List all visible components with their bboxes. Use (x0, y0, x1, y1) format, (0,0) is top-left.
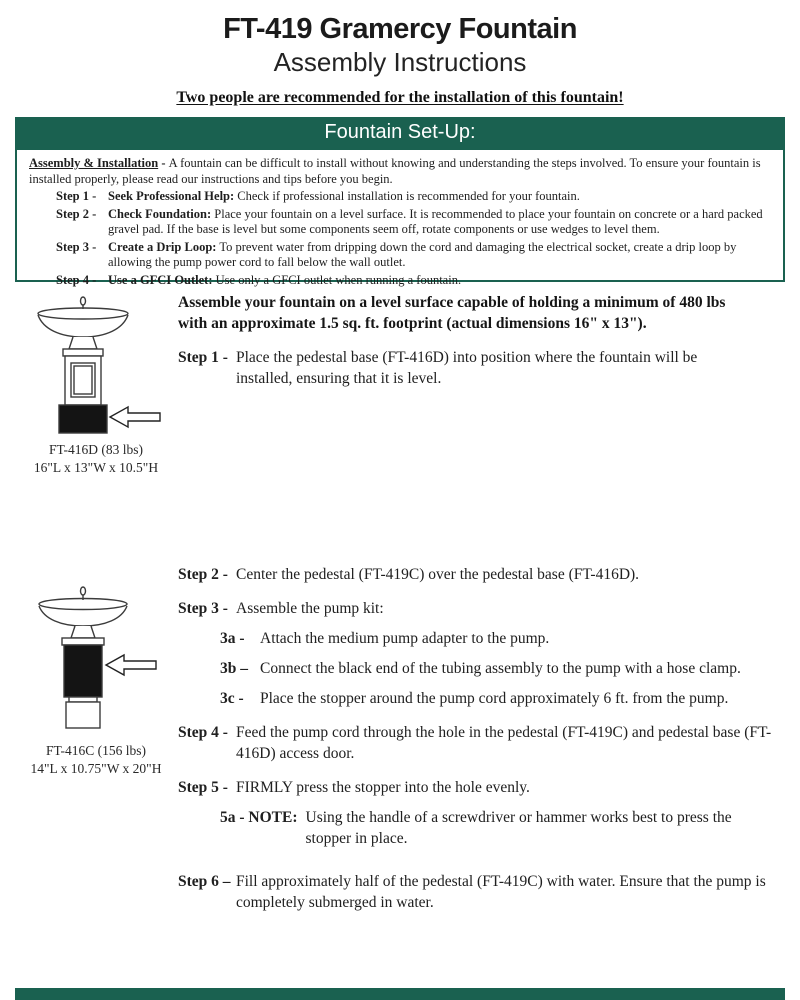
bowl-foot (69, 337, 97, 349)
section1-lead: Assemble your fountain on a level surface capable of holding a minimum of 480 lbs with an approximate 1.5 sq. ft. footprint (actual dimensions 16" x 13"). (178, 294, 726, 332)
step-4-text: Feed the pump cord through the hole in the pedestal (FT-419C) and pedestal base (FT-416D) access door. (236, 724, 772, 762)
base-step (69, 697, 97, 702)
arrow-left-icon (110, 407, 160, 427)
setup-step-3-text: To prevent water from dripping down the cord and damaging the electrical socket, create a drip loop by allowing the pump power cord to fall below the wall outlet. (108, 239, 737, 269)
figure2-caption (10, 742, 182, 778)
step-3a-row (220, 628, 778, 649)
two-people-warning: Two people are recommended for the installation of this fountain! (176, 89, 624, 106)
step-3a-text: Attach the medium pump adapter to the pump. (260, 630, 550, 647)
pedestal-base-highlighted (59, 405, 107, 433)
step-5a-text: Using the handle of a screwdriver or hammer works best to press the stopper in place. (305, 809, 732, 847)
arrow-left-icon (106, 655, 156, 675)
figure1-caption (10, 441, 182, 477)
setup-step-2-num: Step 2 - (56, 206, 97, 221)
setup-step-4 (56, 273, 771, 289)
setup-step-2-text: Place your fountain on a level surface. It is recommended to place your fountain on concrete or a hard packed gravel pad. If the base is level but some components seem off, rotate components or use wedges to level them. (108, 206, 763, 236)
setup-step-4-label: Use a GFCI Outlet: (108, 272, 213, 287)
step-4-num: Step 4 - (178, 724, 228, 741)
step-5a-num: 5a - NOTE: (220, 809, 298, 826)
setup-step-4-num: Step 4 - (56, 272, 97, 287)
step-1-row (178, 347, 757, 389)
setup-step-3 (56, 240, 771, 271)
step-1-text: Place the pedestal base (FT-416D) into position where the fountain will be installed, ensuring that it is level. (236, 349, 698, 387)
step-5-text: FIRMLY press the stopper into the hole evenly. (236, 779, 530, 796)
step-2-num: Step 2 - (178, 566, 228, 583)
step-6-row (178, 871, 778, 913)
setup-step-2-label: Check Foundation: (108, 206, 212, 221)
pedestal-collar (63, 349, 103, 356)
setup-intro-label: Assembly & Installation (29, 156, 159, 170)
fountain-diagram-pedestal-highlight (20, 586, 170, 738)
figure1-caption-dims: 16"L x 13"W x 10.5"H (33, 460, 159, 475)
base-body (66, 702, 100, 728)
figure2-caption-model: FT-416C (156 lbs) (45, 743, 146, 758)
section1-text (178, 292, 757, 389)
step-5-num: Step 5 - (178, 779, 228, 796)
setup-step-1-num: Step 1 - (56, 189, 97, 203)
bowl-rim (38, 308, 128, 319)
step-2-row (178, 564, 778, 585)
setup-step-4-text: Use only a GFCI outlet when running a fountain. (212, 272, 462, 287)
setup-step-1-label: Seek Professional Help: (108, 189, 235, 203)
bowl-foot (71, 626, 95, 638)
step-3b-num: 3b – (220, 660, 248, 677)
step-5-row (178, 777, 778, 798)
figure2-caption-dims: 14"L x 10.75"W x 20"H (30, 761, 162, 776)
setup-instructions-box (15, 148, 785, 287)
step-3b-text: Connect the black end of the tubing assembly to the pump with a hose clamp. (260, 660, 741, 677)
step-3a-num: 3a - (220, 630, 245, 647)
setup-step-2 (56, 207, 771, 238)
step-2-text: Center the pedestal (FT-419C) over the pedestal base (FT-416D). (236, 566, 640, 583)
step-1-num: Step 1 - (178, 349, 228, 366)
setup-intro (29, 156, 771, 187)
page-title: FT-419 Gramercy Fountain (223, 13, 577, 45)
setup-intro-dash: - (158, 156, 169, 170)
setup-step-1 (56, 189, 771, 205)
setup-step-3-num: Step 3 - (56, 239, 97, 254)
finial-icon (81, 587, 86, 595)
setup-step-1-text: Check if professional installation is recommended for your fountain. (234, 189, 580, 203)
pedestal-collar (62, 638, 104, 645)
step-3-row (178, 598, 778, 619)
step-3-text: Assemble the pump kit: (236, 600, 384, 617)
page-subtitle: Assembly Instructions (273, 47, 527, 77)
pedestal-highlighted (64, 645, 102, 697)
step-6-text: Fill approximately half of the pedestal (FT-419C) with water. Ensure that the pump is completely submerged in water. (236, 873, 766, 911)
figure1-caption-model: FT-416D (83 lbs) (48, 442, 143, 457)
step-3c-row (220, 688, 778, 709)
step-6-num: Step 6 – (178, 873, 231, 890)
section2-text (178, 551, 778, 913)
step-4-row (178, 722, 778, 764)
step-5a-row (220, 807, 778, 849)
setup-step-3-label: Create a Drip Loop: (108, 239, 217, 254)
step-3-num: Step 3 - (178, 600, 228, 617)
bowl-body (38, 315, 128, 337)
step-3b-row (220, 658, 778, 679)
footer-rule (15, 988, 785, 1000)
fountain-diagram-base-highlight (20, 296, 170, 441)
setup-intro-text: A fountain can be difficult to install without knowing and understanding the steps involved. To ensure your fountain is installed properly, please read our instructions and tips before you begin. (29, 156, 761, 186)
finial-icon (81, 297, 86, 305)
bowl-rim (39, 599, 127, 610)
fountain-setup-bar: Fountain Set-Up: (15, 117, 785, 148)
step-3c-num: 3c - (220, 690, 244, 707)
step-3c-text: Place the stopper around the pump cord approximately 6 ft. from the pump. (260, 690, 729, 707)
